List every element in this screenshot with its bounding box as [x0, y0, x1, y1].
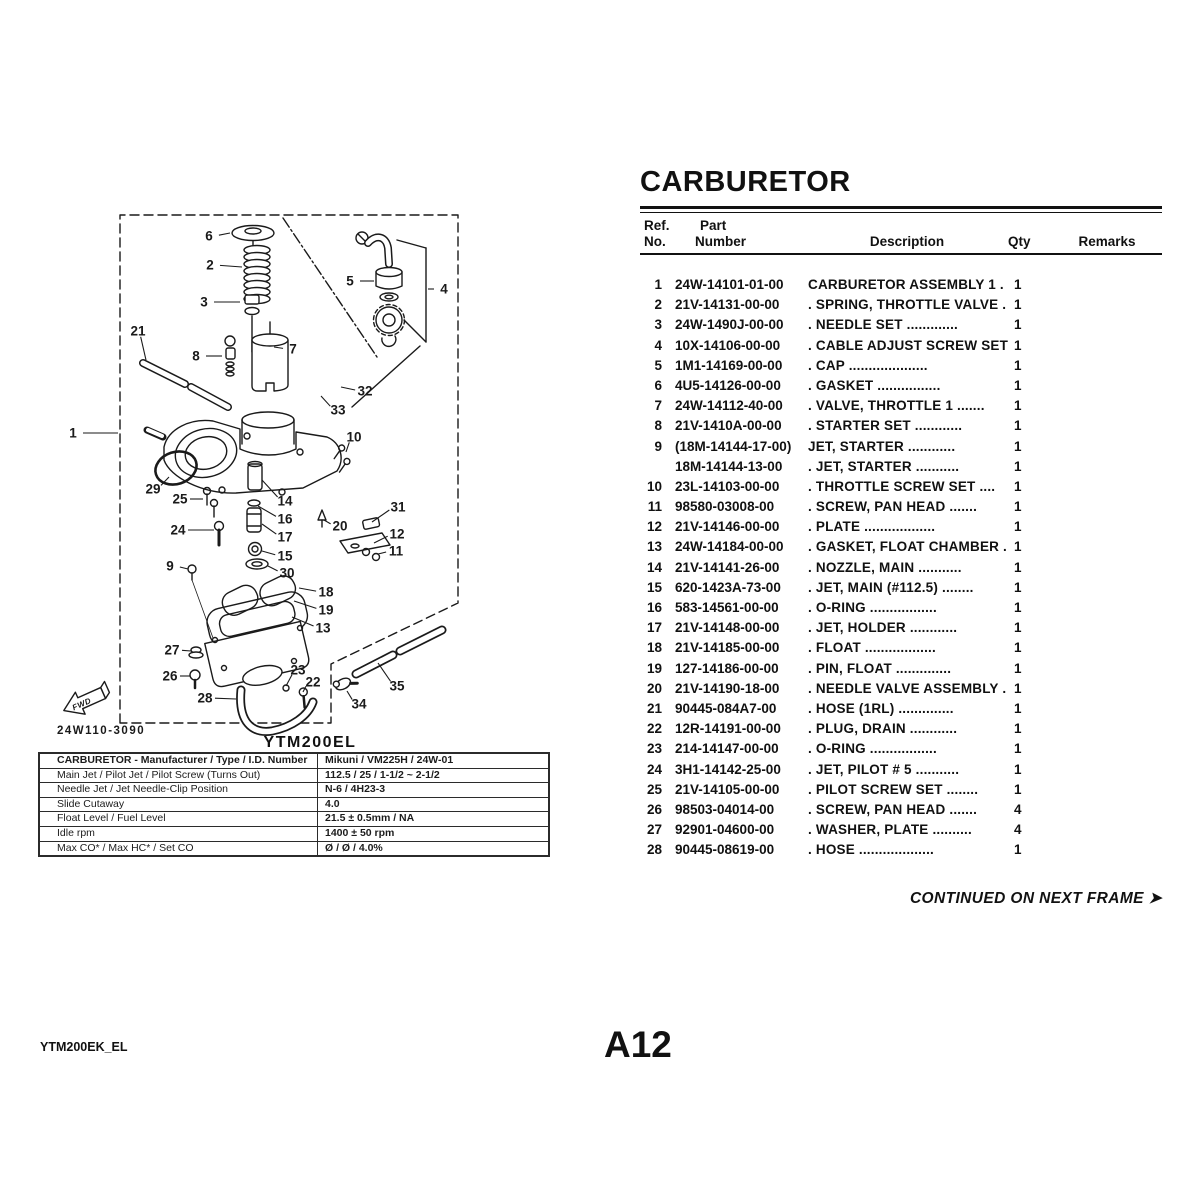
parts-cell-desc: . NEEDLE SET ............. — [808, 317, 958, 333]
spec-row — [40, 811, 548, 826]
callout-number: 11 — [388, 543, 404, 559]
parts-cell-desc: . JET, PILOT # 5 ........... — [808, 761, 960, 777]
parts-cell-ref: 23 — [646, 741, 662, 757]
parts-cell-rem — [1046, 578, 1162, 598]
parts-cell-desc: . NEEDLE VALVE ASSEMBLY . — [808, 680, 1007, 696]
header-description: Description — [869, 234, 945, 249]
page-number: A12 — [604, 1024, 672, 1065]
parts-cell-rem — [1046, 457, 1162, 477]
callout-number: 16 — [277, 511, 293, 527]
callout-number: 2 — [206, 257, 214, 273]
parts-row — [640, 780, 1162, 800]
parts-row — [640, 739, 1162, 759]
parts-cell-part: 90445-084A7-00 — [675, 700, 777, 716]
parts-cell-part: 24W-14112-40-00 — [675, 398, 783, 414]
starter-set-drawing — [225, 336, 235, 376]
parts-cell-qty: 1 — [1014, 458, 1022, 474]
parts-cell-desc: . GASKET ................ — [808, 377, 941, 393]
callout-number: 13 — [315, 620, 331, 636]
parts-cell-qty: 1 — [1014, 519, 1022, 535]
parts-cell-rem — [1046, 679, 1162, 699]
parts-cell-rem — [1046, 719, 1162, 739]
parts-cell-ref: 20 — [646, 680, 662, 696]
parts-row — [640, 638, 1162, 658]
diagram-code-label: 24W110-3090 — [57, 725, 146, 737]
parts-cell-part: 10X-14106-00-00 — [675, 337, 781, 353]
callout-number: 32 — [357, 383, 373, 399]
parts-cell-ref: 24 — [646, 761, 662, 777]
spec-value: 1400 ± 50 rpm — [325, 826, 395, 839]
parts-cell-rem — [1046, 437, 1162, 457]
parts-row — [640, 275, 1162, 295]
parts-cell-part: 21V-14190-18-00 — [675, 680, 780, 696]
parts-cell-rem — [1046, 598, 1162, 618]
parts-cell-ref: 10 — [646, 478, 662, 494]
callout-leader — [220, 265, 242, 267]
parts-cell-rem — [1046, 275, 1162, 295]
callout-number: 18 — [318, 584, 334, 600]
parts-cell-desc: . HOSE ................... — [808, 842, 934, 858]
header-remarks: Remarks — [1078, 234, 1136, 249]
spec-table — [38, 752, 550, 857]
parts-cell-ref: 4 — [654, 337, 662, 353]
callout-leader — [262, 524, 276, 534]
parts-cell-qty: 1 — [1014, 478, 1022, 494]
callout-leader — [372, 510, 389, 522]
parts-cell-desc: . NOZZLE, MAIN ........... — [808, 559, 962, 575]
parts-cell-part: 21V-14141-26-00 — [675, 559, 780, 575]
diagram-model-label: YTM200EL — [263, 734, 357, 751]
parts-cell-rem — [1046, 517, 1162, 537]
parts-cell-ref: 14 — [646, 559, 662, 575]
parts-cell-rem — [1046, 558, 1162, 578]
parts-cell-part: 24W-14101-01-00 — [675, 277, 784, 292]
parts-row — [640, 598, 1162, 618]
cable-adjust-drawing — [356, 232, 426, 346]
parts-row — [640, 457, 1162, 477]
parts-cell-desc: . JET, HOLDER ............ — [808, 620, 958, 636]
parts-cell-qty: 1 — [1014, 600, 1022, 615]
spec-value: Mikuni / VM225H / 24W-01 — [325, 754, 454, 766]
parts-cell-qty: 1 — [1014, 438, 1022, 454]
parts-row — [640, 719, 1162, 739]
parts-cell-part: 583-14561-00-00 — [675, 600, 779, 615]
parts-cell-qty: 1 — [1014, 620, 1022, 636]
parts-row — [640, 760, 1162, 780]
fwd-label: FWD — [70, 696, 93, 713]
parts-cell-desc: . GASKET, FLOAT CHAMBER . — [808, 539, 1007, 555]
parts-cell-qty: 1 — [1014, 539, 1022, 555]
fuel-pipe-drawing — [143, 363, 228, 407]
callout-leader — [141, 337, 146, 360]
callout-leader — [324, 520, 331, 524]
parts-row — [640, 618, 1162, 638]
parts-cell-rem — [1046, 760, 1162, 780]
bolt-drawing — [188, 565, 213, 638]
callout-number: 29 — [145, 481, 161, 497]
parts-cell-rem — [1046, 416, 1162, 436]
callout-leader — [219, 233, 230, 235]
parts-cell-desc: . PLATE .................. — [808, 519, 936, 535]
spec-row — [40, 841, 548, 856]
header-qty: Qty — [1008, 234, 1031, 249]
callout-number: 12 — [389, 526, 405, 542]
spec-value: 21.5 ± 0.5mm / NA — [325, 812, 415, 825]
parts-cell-part: 18M-14144-13-00 — [675, 458, 783, 474]
parts-cell-rem — [1046, 376, 1162, 396]
parts-cell-desc: . FLOAT .................. — [808, 640, 936, 656]
parts-cell-ref: 15 — [646, 579, 662, 595]
parts-cell-ref: 8 — [654, 418, 662, 434]
spec-row — [40, 782, 548, 797]
parts-cell-desc: . SPRING, THROTTLE VALVE . — [808, 297, 1007, 313]
callout-number: 20 — [332, 518, 348, 534]
parts-cell-qty: 1 — [1014, 721, 1022, 737]
parts-cell-part: 21V-14185-00-00 — [675, 640, 780, 656]
parts-rows — [640, 275, 1162, 860]
parts-cell-part: 12R-14191-00-00 — [675, 721, 781, 737]
parts-row — [640, 396, 1162, 416]
parts-cell-part: 620-1423A-73-00 — [675, 579, 781, 595]
callout-number: 17 — [277, 529, 293, 545]
parts-cell-rem — [1046, 800, 1162, 820]
spec-label: Float Level / Fuel Level — [40, 812, 318, 826]
callout-number: 28 — [197, 690, 213, 706]
parts-cell-part: 3H1-14142-25-00 — [675, 761, 781, 777]
parts-row — [640, 437, 1162, 457]
parts-cell-qty: 1 — [1014, 499, 1022, 515]
parts-row — [640, 699, 1162, 719]
parts-cell-desc: . CAP .................... — [808, 357, 928, 373]
parts-row — [640, 578, 1162, 598]
parts-cell-qty: 1 — [1014, 317, 1022, 333]
callout-leader — [341, 387, 355, 390]
parts-cell-rem — [1046, 618, 1162, 638]
parts-cell-part: 92901-04600-00 — [675, 822, 775, 838]
callout-leader — [321, 396, 330, 406]
parts-cell-rem — [1046, 840, 1162, 860]
parts-cell-part: 21V-14131-00-00 — [675, 297, 780, 313]
callout-number: 4 — [440, 281, 448, 297]
parts-cell-part: 21V-1410A-00-00 — [675, 418, 782, 434]
parts-cell-ref: 2 — [654, 297, 662, 313]
parts-cell-rem — [1046, 820, 1162, 840]
carburetor-body-drawing — [147, 412, 341, 495]
parts-cell-part: 127-14186-00-00 — [675, 660, 779, 676]
parts-cell-part: 98503-04014-00 — [675, 801, 775, 817]
parts-cell-desc: . SCREW, PAN HEAD ....... — [808, 499, 978, 515]
callout-number: 22 — [305, 674, 321, 690]
parts-cell-desc: . PILOT SCREW SET ........ — [808, 781, 979, 797]
parts-cell-part: 90445-08619-00 — [675, 842, 775, 858]
callout-number: 26 — [162, 668, 178, 684]
parts-cell-qty: 1 — [1014, 418, 1022, 434]
parts-cell-ref: 16 — [646, 600, 662, 615]
header-ref-1: Ref. — [644, 218, 670, 233]
spec-value: Ø / Ø / 4.0% — [325, 841, 383, 854]
parts-cell-part: 21V-14148-00-00 — [675, 620, 780, 636]
file-code: YTM200EK_EL — [40, 1040, 128, 1054]
callout-number: 30 — [279, 565, 295, 581]
parts-cell-ref: 1 — [654, 277, 662, 292]
parts-cell-desc: . PLUG, DRAIN ............ — [808, 721, 958, 737]
parts-cell-desc: . JET, STARTER ........... — [808, 458, 960, 474]
callout-number: 6 — [205, 228, 213, 244]
parts-cell-rem — [1046, 315, 1162, 335]
spec-label: Max CO* / Max HC* / Set CO — [40, 842, 318, 856]
callout-number: 1 — [69, 425, 77, 441]
parts-cell-rem — [1046, 780, 1162, 800]
parts-cell-qty: 1 — [1014, 277, 1022, 292]
parts-row — [640, 820, 1162, 840]
parts-cell-ref: 17 — [646, 620, 662, 636]
callout-number: 33 — [330, 402, 346, 418]
parts-row — [640, 558, 1162, 578]
callout-number: 21 — [130, 323, 146, 339]
parts-cell-desc: . O-RING ................. — [808, 600, 937, 615]
parts-row — [640, 356, 1162, 376]
header-part-1: Part — [700, 218, 727, 233]
parts-cell-qty: 1 — [1014, 579, 1022, 595]
pilot-screw-drawing — [204, 488, 224, 546]
cap-drawing — [232, 226, 274, 248]
callout-leader — [299, 588, 316, 591]
parts-cell-ref: 28 — [646, 842, 662, 858]
parts-cell-part: 21V-14105-00-00 — [675, 781, 780, 797]
parts-row — [640, 477, 1162, 497]
parts-cell-qty: 1 — [1014, 398, 1022, 414]
parts-cell-qty: 1 — [1014, 781, 1022, 797]
continued-note — [640, 889, 1162, 908]
parts-cell-part: 1M1-14169-00-00 — [675, 357, 783, 373]
parts-cell-part: 4U5-14126-00-00 — [675, 377, 781, 393]
spec-label: CARBURETOR - Manufacturer / Type / I.D. Number — [40, 754, 318, 768]
parts-cell-rem — [1046, 739, 1162, 759]
parts-cell-qty: 4 — [1014, 822, 1022, 838]
callout-leader — [180, 567, 188, 569]
callout-number: 8 — [192, 348, 200, 364]
parts-row — [640, 295, 1162, 315]
parts-cell-qty: 4 — [1014, 801, 1022, 817]
callout-leader — [378, 552, 386, 554]
parts-row — [640, 679, 1162, 699]
header-ref-2: No. — [644, 234, 666, 249]
parts-cell-ref: 11 — [647, 499, 662, 515]
parts-cell-qty: 1 — [1014, 741, 1022, 757]
callout-number: 34 — [351, 696, 367, 712]
parts-cell-rem — [1046, 537, 1162, 557]
callout-leader — [215, 698, 236, 699]
callout-number: 3 — [200, 294, 208, 310]
header-part-2: Number — [695, 234, 747, 249]
parts-cell-ref: 22 — [646, 721, 662, 737]
callout-number: 15 — [277, 548, 293, 564]
parts-cell-ref: 12 — [646, 519, 662, 535]
title-rule — [640, 206, 1162, 213]
parts-cell-desc: . VALVE, THROTTLE 1 ....... — [808, 398, 985, 414]
parts-cell-ref: 7 — [654, 398, 662, 414]
spec-value: 112.5 / 25 / 1-1/2 ~ 2-1/2 — [325, 768, 440, 781]
parts-cell-rem — [1046, 356, 1162, 376]
bowl-screws-drawing — [189, 647, 203, 688]
parts-cell-part: 98580-03008-00 — [675, 499, 775, 515]
fwd-arrow-icon — [59, 680, 114, 722]
parts-row — [640, 800, 1162, 820]
spec-label: Idle rpm — [40, 827, 318, 841]
callout-number: 9 — [166, 558, 174, 574]
parts-row — [640, 336, 1162, 356]
parts-cell-ref: 18 — [646, 640, 662, 656]
parts-cell-rem — [1046, 699, 1162, 719]
callout-number: 25 — [172, 491, 188, 507]
parts-cell-qty: 1 — [1014, 297, 1022, 313]
parts-cell-desc: . THROTTLE SCREW SET .... — [808, 478, 996, 494]
parts-cell-desc: . SCREW, PAN HEAD ....... — [808, 801, 978, 817]
parts-list-header — [640, 218, 1162, 250]
parts-cell-rem — [1046, 477, 1162, 497]
parts-row — [640, 416, 1162, 436]
parts-cell-desc: . STARTER SET ............ — [808, 418, 963, 434]
parts-cell-part: (18M-14144-17-00) — [675, 438, 792, 454]
callout-leader — [262, 551, 275, 555]
parts-cell-desc: . O-RING ................. — [808, 741, 937, 757]
parts-cell-desc: CARBURETOR ASSEMBLY 1 . — [808, 277, 1004, 292]
parts-cell-qty: 1 — [1014, 761, 1022, 777]
throttle-valve-drawing — [252, 322, 288, 391]
parts-list — [640, 166, 1162, 860]
parts-row — [640, 376, 1162, 396]
next-frame-arrow-icon: ➤ — [1148, 890, 1162, 907]
parts-cell-desc: . JET, MAIN (#112.5) ........ — [808, 579, 974, 595]
callout-leader — [182, 650, 191, 651]
callout-number: 14 — [277, 493, 293, 509]
callout-number: 7 — [289, 341, 297, 357]
parts-row — [640, 840, 1162, 860]
parts-cell-ref: 3 — [654, 317, 662, 333]
callout-number: 10 — [346, 429, 362, 445]
parts-cell-desc: JET, STARTER ............ — [808, 438, 956, 454]
parts-cell-rem — [1046, 336, 1162, 356]
parts-cell-rem — [1046, 497, 1162, 517]
page-title: CARBURETOR — [640, 166, 851, 198]
parts-cell-qty: 1 — [1014, 842, 1022, 858]
spec-row — [40, 797, 548, 812]
parts-cell-qty: 1 — [1014, 680, 1022, 696]
parts-cell-qty: 1 — [1014, 377, 1022, 393]
parts-cell-qty: 1 — [1014, 660, 1022, 676]
callout-number: 5 — [346, 273, 354, 289]
spec-row — [40, 768, 548, 783]
parts-row — [640, 497, 1162, 517]
spec-row — [40, 754, 548, 768]
callout-number: 24 — [170, 522, 186, 538]
parts-cell-ref: 27 — [646, 822, 662, 838]
parts-cell-ref: 13 — [646, 539, 662, 555]
callout-number: 23 — [290, 662, 306, 678]
parts-cell-desc: . PIN, FLOAT .............. — [808, 660, 952, 676]
carburetor-exploded-diagram — [0, 0, 600, 760]
parts-cell-part: 21V-14146-00-00 — [675, 519, 780, 535]
parts-cell-desc: . WASHER, PLATE .......... — [808, 822, 972, 838]
spec-label: Main Jet / Pilot Jet / Pilot Screw (Turns Out) — [40, 769, 318, 783]
parts-cell-ref: 9 — [654, 438, 662, 454]
parts-cell-ref: 6 — [654, 377, 662, 393]
drain-hose-drawing — [332, 630, 442, 694]
parts-cell-ref: 19 — [646, 660, 662, 676]
parts-cell-qty: 1 — [1014, 700, 1022, 716]
parts-row — [640, 537, 1162, 557]
parts-cell-part: 23L-14103-00-00 — [675, 478, 780, 494]
parts-cell-ref: 5 — [654, 357, 662, 373]
spec-value: N-6 / 4H23-3 — [325, 783, 386, 796]
parts-cell-part: 24W-1490J-00-00 — [675, 317, 784, 333]
parts-cell-part: 214-14147-00-00 — [675, 741, 779, 757]
parts-cell-desc: . CABLE ADJUST SCREW SET — [808, 337, 1009, 353]
parts-cell-ref — [640, 457, 675, 477]
callout-number: 31 — [390, 499, 406, 515]
parts-cell-ref: 21 — [646, 700, 662, 716]
parts-cell-part: 24W-14184-00-00 — [675, 539, 784, 555]
parts-cell-qty: 1 — [1014, 357, 1022, 373]
parts-cell-rem — [1046, 638, 1162, 658]
spec-value: 4.0 — [325, 797, 340, 810]
parts-cell-rem — [1046, 295, 1162, 315]
parts-cell-ref: 25 — [646, 781, 662, 797]
parts-cell-qty: 1 — [1014, 640, 1022, 656]
parts-cell-desc: . HOSE (1RL) .............. — [808, 700, 954, 716]
parts-cell-rem — [1046, 659, 1162, 679]
callout-number: 27 — [164, 642, 180, 658]
callout-number: 35 — [389, 678, 405, 694]
parts-row — [640, 517, 1162, 537]
spec-label: Slide Cutaway — [40, 798, 318, 812]
parts-cell-qty: 1 — [1014, 559, 1022, 575]
callout-number: 19 — [318, 602, 334, 618]
callout-leader — [268, 566, 278, 571]
header-rule — [640, 253, 1162, 255]
parts-row — [640, 315, 1162, 335]
parts-cell-rem — [1046, 396, 1162, 416]
parts-row — [640, 659, 1162, 679]
spec-label: Needle Jet / Jet Needle-Clip Position — [40, 783, 318, 797]
float-bowl-drawing — [204, 589, 312, 695]
parts-cell-qty: 1 — [1014, 337, 1022, 353]
continued-text: CONTINUED ON NEXT FRAME — [909, 890, 1144, 907]
parts-cell-ref: 26 — [646, 801, 662, 817]
spec-row — [40, 826, 548, 841]
